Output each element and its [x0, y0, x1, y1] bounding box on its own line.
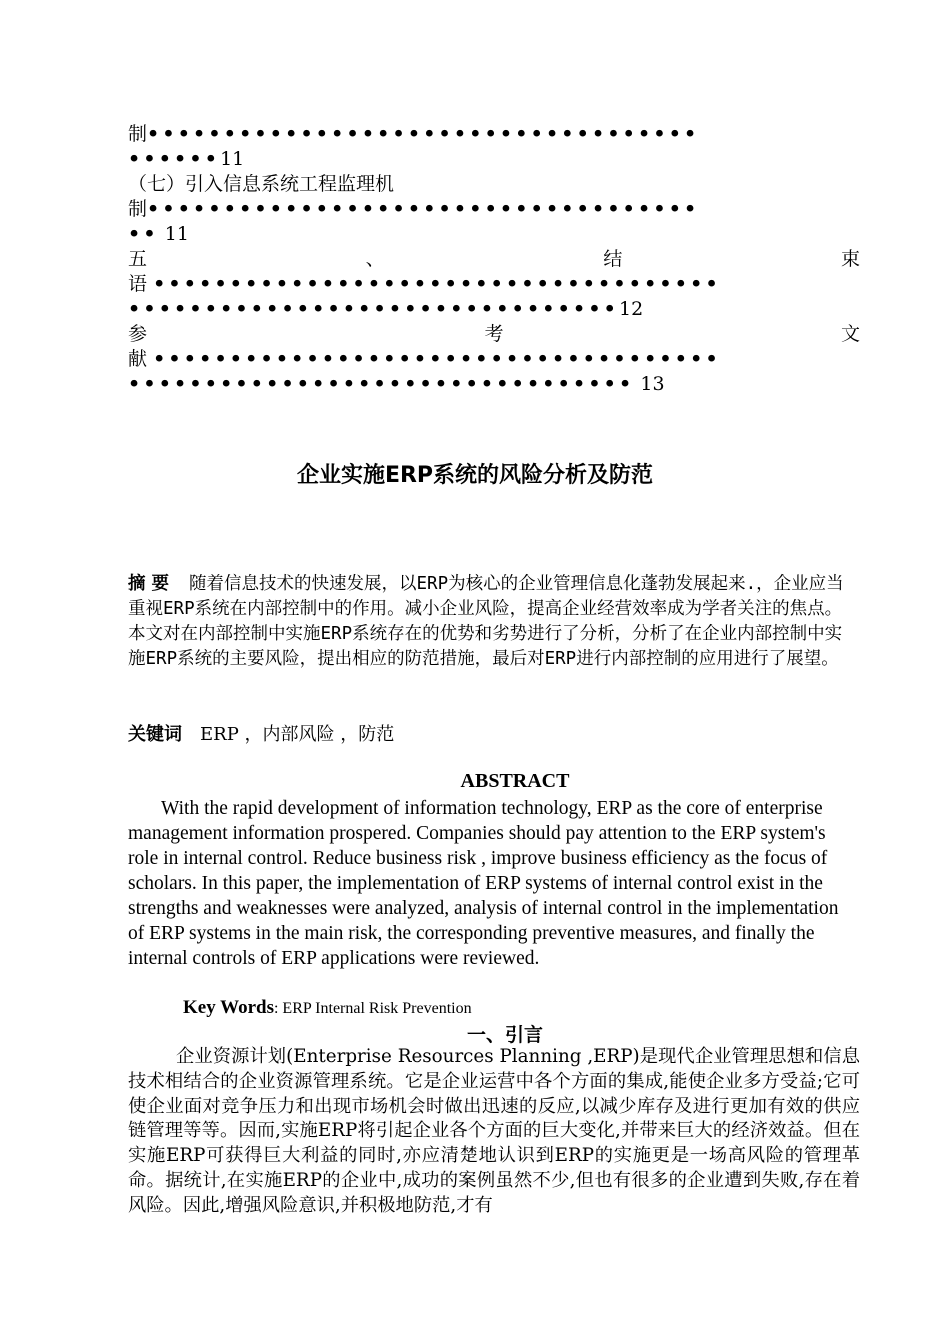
keywords-label: Key Words: [183, 997, 274, 1018]
abstract-text: 随着信息技术的快速发展，以ERP为核心的企业管理信息化蓬勃发展起来.，企业应当重视ERP系统在内部控制中的作用。减小企业风险，提高企业经营效率成为学者关注的焦点。本文对在内部控制中实施ERP系统存在的优势和劣势进行了分析，分析了在企业内部控制中实施ERP系统的主要风险，提出相应的防范措施，最后对ERP进行内部控制的应用进行了展望。: [128, 574, 844, 669]
keywords-chinese: [128, 722, 394, 747]
toc-char: 献: [128, 348, 148, 370]
toc-page-number: 11: [164, 223, 189, 245]
toc-row[interactable]: [128, 297, 860, 322]
toc-row[interactable]: [128, 172, 860, 197]
abstract-label: 摘要: [128, 574, 175, 594]
toc-char: 文: [840, 323, 860, 345]
abstract-heading: ABSTRACT: [460, 770, 570, 792]
toc-char: 参: [128, 323, 148, 345]
toc-entry-text: （七）引入信息系统工程监理机: [128, 173, 395, 195]
toc-char: 五: [128, 248, 148, 270]
toc-leader-dots: •••••••••••••••••••••••••••••••••••••: [153, 348, 721, 370]
toc-char: 结: [603, 248, 623, 270]
toc-row[interactable]: [128, 222, 860, 247]
section-heading: 一、引言: [466, 1024, 543, 1046]
toc-leader-dots: ••••••: [128, 148, 221, 170]
toc-entry-text: 制: [128, 123, 148, 145]
toc-row[interactable]: [128, 347, 860, 372]
keywords-text: : ERP Internal Risk Prevention: [273, 1000, 472, 1017]
toc-leader-dots: ••••••••••••••••••••••••••••••••••••: [147, 198, 700, 220]
toc-leader-dots: ••••••••••••••••••••••••••••••••••••: [147, 123, 700, 145]
toc-row[interactable]: [128, 372, 860, 397]
toc-entry-text: 制: [128, 198, 148, 220]
toc-row-conclusion[interactable]: [128, 247, 860, 272]
toc-char: 、: [365, 248, 385, 270]
abstract-chinese: [128, 572, 856, 672]
toc-leader-dots: ••••••••••••••••••••••••••••••••: [128, 298, 620, 320]
toc-char: 考: [484, 323, 504, 345]
paper-title: 企业实施ERP系统的风险分析及防范: [296, 463, 654, 488]
keywords-english: [183, 996, 472, 1021]
toc-row[interactable]: [128, 197, 860, 222]
keywords-text: ERP ，内部风险 ，防范: [200, 724, 395, 745]
toc-leader-dots: •••••••••••••••••••••••••••••••••: [128, 373, 635, 395]
toc-row[interactable]: [128, 147, 860, 172]
toc-row[interactable]: [128, 122, 860, 147]
toc-page-number: 12: [619, 298, 644, 320]
body-paragraph: 企业资源计划(Enterprise Resources Planning ,ERP)是现代企业管理思想和信息技术相结合的企业资源管理系统。它是企业运营中各个方面的集成,能使企业多方受益;它可使企业面对竞争压力和出现市场机会时做出迅速的反应,以减少库存及进行更加有效的供应链管理等等。因而,实施ERP将引起企业各个方面的巨大变化,并带来巨大的经济效益。但在实施ERP可获得巨大利益的同时,亦应清楚地认识到ERP的实施更是一场高风险的管理革命。据统计,在实施ERP的企业中,成功的案例虽然不少,但也有很多的企业遭到失败,存在着风险。因此,增强风险意识,并积极地防范,才有: [128, 1046, 860, 1216]
toc-char: 语: [128, 273, 148, 295]
toc-leader-dots: ••: [128, 223, 159, 245]
toc-row-references[interactable]: [128, 322, 860, 347]
toc-page-number: 11: [220, 148, 245, 170]
toc-char: 束: [840, 248, 860, 270]
abstract-english: With the rapid development of information technology, ERP as the core of enterprise management information prospered. Companies should pay attention to the ERP system's role in internal control. Reduce business risk , improve business efficiency as the focus of scholars. In this paper, the implementation of ERP systems of internal control exist in the strengths and weaknesses were analyzed, analysis of internal control in the implementation of ERP systems in the main risk, the corresponding preventive measures, and finally the internal controls of ERP applications were reviewed.: [128, 798, 839, 969]
toc-row[interactable]: [128, 272, 860, 297]
toc-leader-dots: •••••••••••••••••••••••••••••••••••••: [153, 273, 721, 295]
keywords-label: 关键词: [128, 724, 182, 745]
toc-page-number: 13: [640, 373, 665, 395]
table-of-contents: [128, 122, 860, 397]
